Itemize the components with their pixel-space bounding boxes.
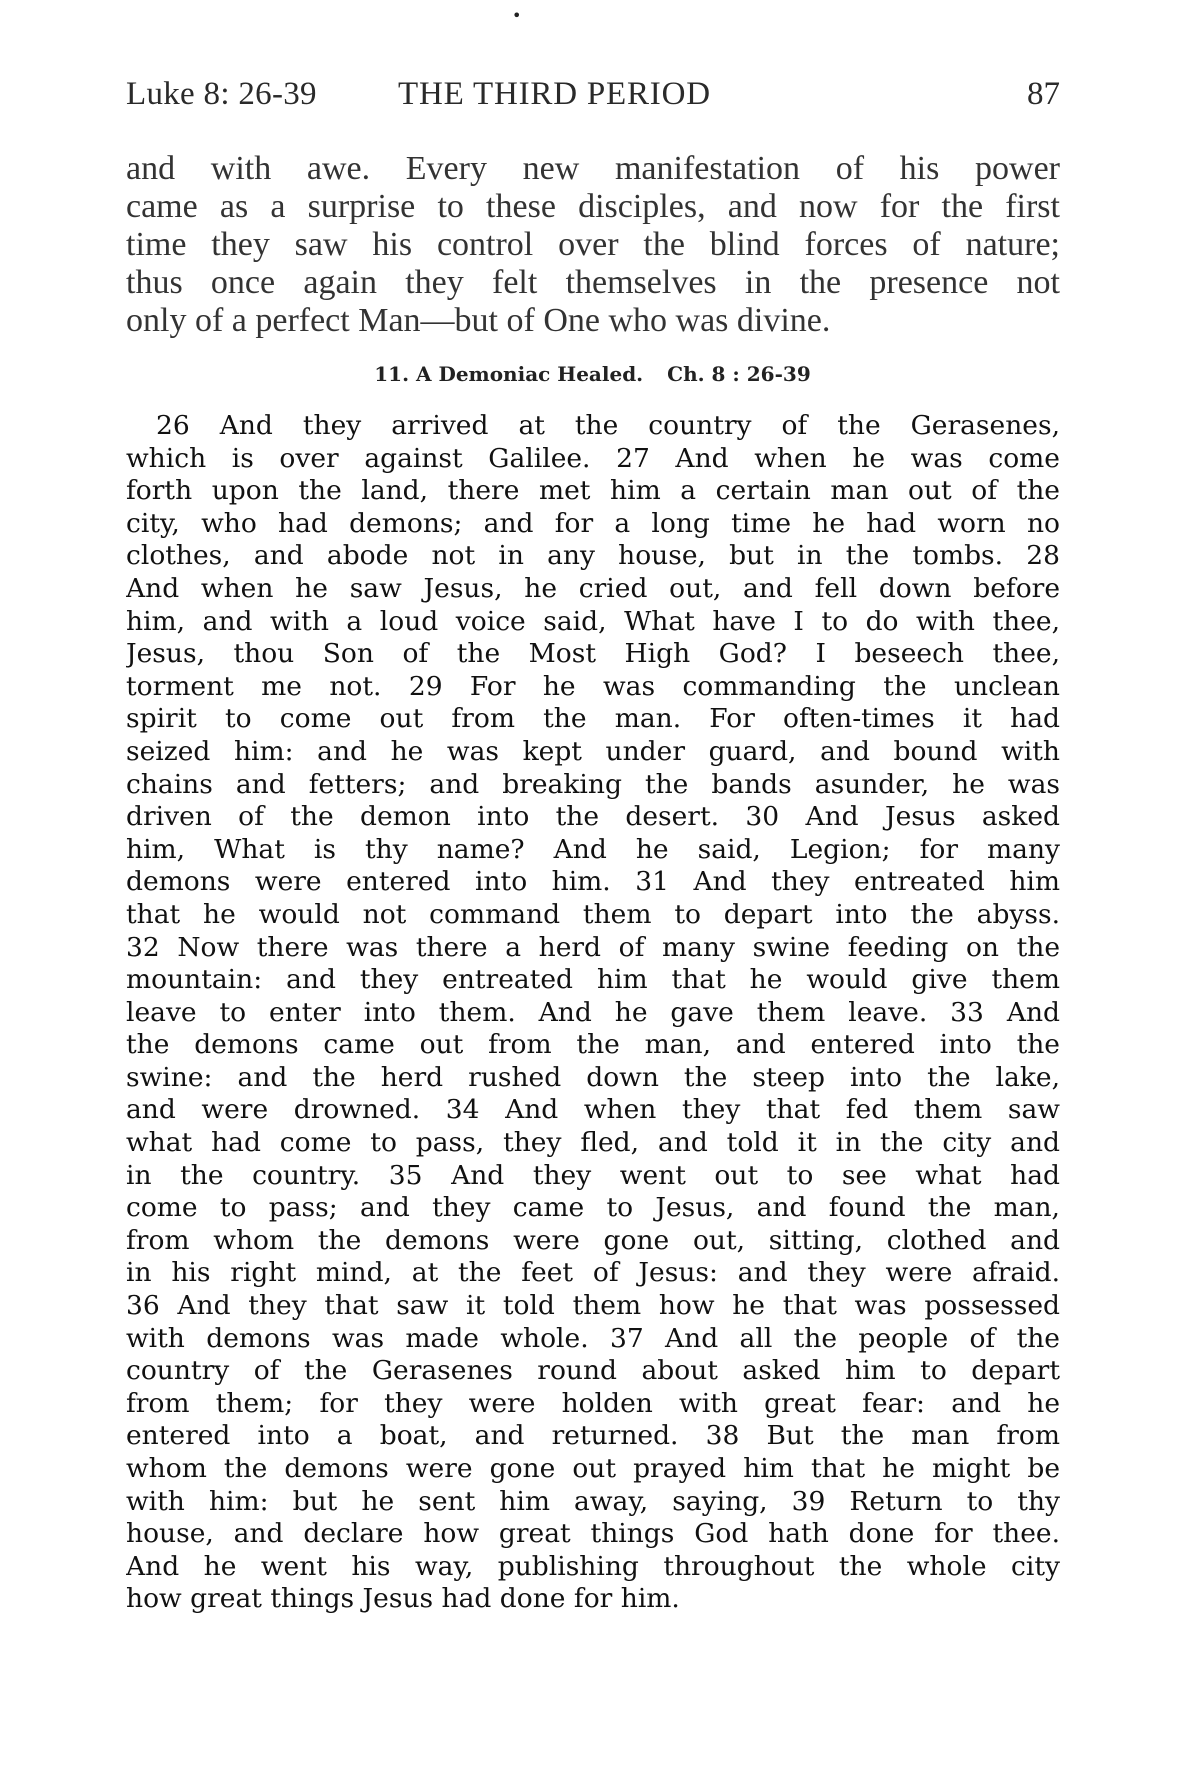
intro-paragraph xyxy=(126,150,1060,340)
passage-line: And when he saw Jesus, he cried out, and fell down before xyxy=(126,572,1060,604)
passage-line: what had come to pass, they fled, and told it in the city and xyxy=(126,1127,1060,1159)
header-title: THE THIRD PERIOD xyxy=(398,76,711,112)
passage-line: And he went his way, publishing throughout the whole city xyxy=(126,1550,1060,1582)
print-speck: • xyxy=(512,6,522,25)
passage-line: seized him: and he was kept under guard, and bound with xyxy=(126,735,1060,767)
intro-line: thus once again they felt themselves in the presence not xyxy=(126,264,1060,301)
passage-line: with him: but he sent him away, saying, 39 Return to thy xyxy=(126,1485,1060,1517)
section-heading xyxy=(0,362,1185,386)
passage-line: and were drowned. 34 And when they that fed them saw xyxy=(126,1094,1060,1126)
passage-line: spirit to come out from the man. For often-times it had xyxy=(126,703,1060,735)
passage-line: leave to enter into them. And he gave them leave. 33 And xyxy=(126,996,1060,1028)
passage-line: torment me not. 29 For he was commanding the unclean xyxy=(126,670,1060,702)
intro-line: came as a surprise to these disciples, and now for the first xyxy=(126,188,1060,225)
passage-line: 32 Now there was there a herd of many swine feeding on the xyxy=(126,931,1060,963)
passage-line: demons were entered into him. 31 And they entreated him xyxy=(126,866,1060,898)
passage-line: clothes, and abode not in any house, but in the tombs. 28 xyxy=(126,540,1060,572)
section-reference: Ch. 8 : 26-39 xyxy=(667,362,811,386)
passage-line: 36 And they that saw it told them how he that was possessed xyxy=(126,1290,1060,1322)
intro-line: and with awe. Every new manifestation of his power xyxy=(126,150,1060,187)
passage-line: him, and with a loud voice said, What have I to do with thee, xyxy=(126,605,1060,637)
scripture-passage xyxy=(126,410,1060,1616)
passage-line: him, What is thy name? And he said, Legion; for many xyxy=(126,833,1060,865)
passage-line: forth upon the land, there met him a certain man out of the xyxy=(126,475,1060,507)
passage-line: how great things Jesus had done for him. xyxy=(126,1583,680,1615)
passage-line: which is over against Galilee. 27 And when he was come xyxy=(126,442,1060,474)
intro-line: time they saw his control over the blind forces of nature; xyxy=(126,226,1060,263)
passage-line: driven of the demon into the desert. 30 And Jesus asked xyxy=(126,801,1060,833)
passage-line: from whom the demons were gone out, sitting, clothed and xyxy=(126,1224,1060,1256)
passage-line: in his right mind, at the feet of Jesus: and they were afraid. xyxy=(126,1257,1060,1289)
header-reference: Luke 8: 26-39 xyxy=(126,76,317,112)
passage-line: in the country. 35 And they went out to see what had xyxy=(126,1159,1060,1191)
section-title: 11. A Demoniac Healed. xyxy=(374,362,644,386)
passage-line: swine: and the herd rushed down the steep into the lake, xyxy=(126,1061,1060,1093)
passage-line: whom the demons were gone out prayed him that he might be xyxy=(126,1453,1060,1484)
passage-line: chains and fetters; and breaking the bands asunder, he was xyxy=(126,768,1060,800)
passage-line: come to pass; and they came to Jesus, and found the man, xyxy=(126,1192,1060,1224)
passage-line: house, and declare how great things God hath done for thee. xyxy=(126,1518,1060,1550)
page-number: 87 xyxy=(1027,76,1060,112)
passage-line: 26 And they arrived at the country of the Gerasenes, xyxy=(156,410,1060,441)
passage-line: that he would not command them to depart into the abyss. xyxy=(126,898,1060,930)
passage-line: country of the Gerasenes round about asked him to depart xyxy=(126,1355,1060,1387)
passage-line: with demons was made whole. 37 And all the people of the xyxy=(126,1322,1060,1354)
passage-line: city, who had demons; and for a long time he had worn no xyxy=(126,507,1060,539)
running-head xyxy=(126,76,1060,122)
passage-line: the demons came out from the man, and entered into the xyxy=(126,1029,1060,1061)
passage-line: from them; for they were holden with great fear: and he xyxy=(126,1387,1060,1419)
passage-line: Jesus, thou Son of the Most High God? I beseech thee, xyxy=(126,638,1060,670)
passage-line: mountain: and they entreated him that he would give them xyxy=(126,964,1060,996)
intro-line: only of a perfect Man—but of One who was divine. xyxy=(126,302,831,339)
passage-line: entered into a boat, and returned. 38 But the man from xyxy=(126,1420,1060,1452)
